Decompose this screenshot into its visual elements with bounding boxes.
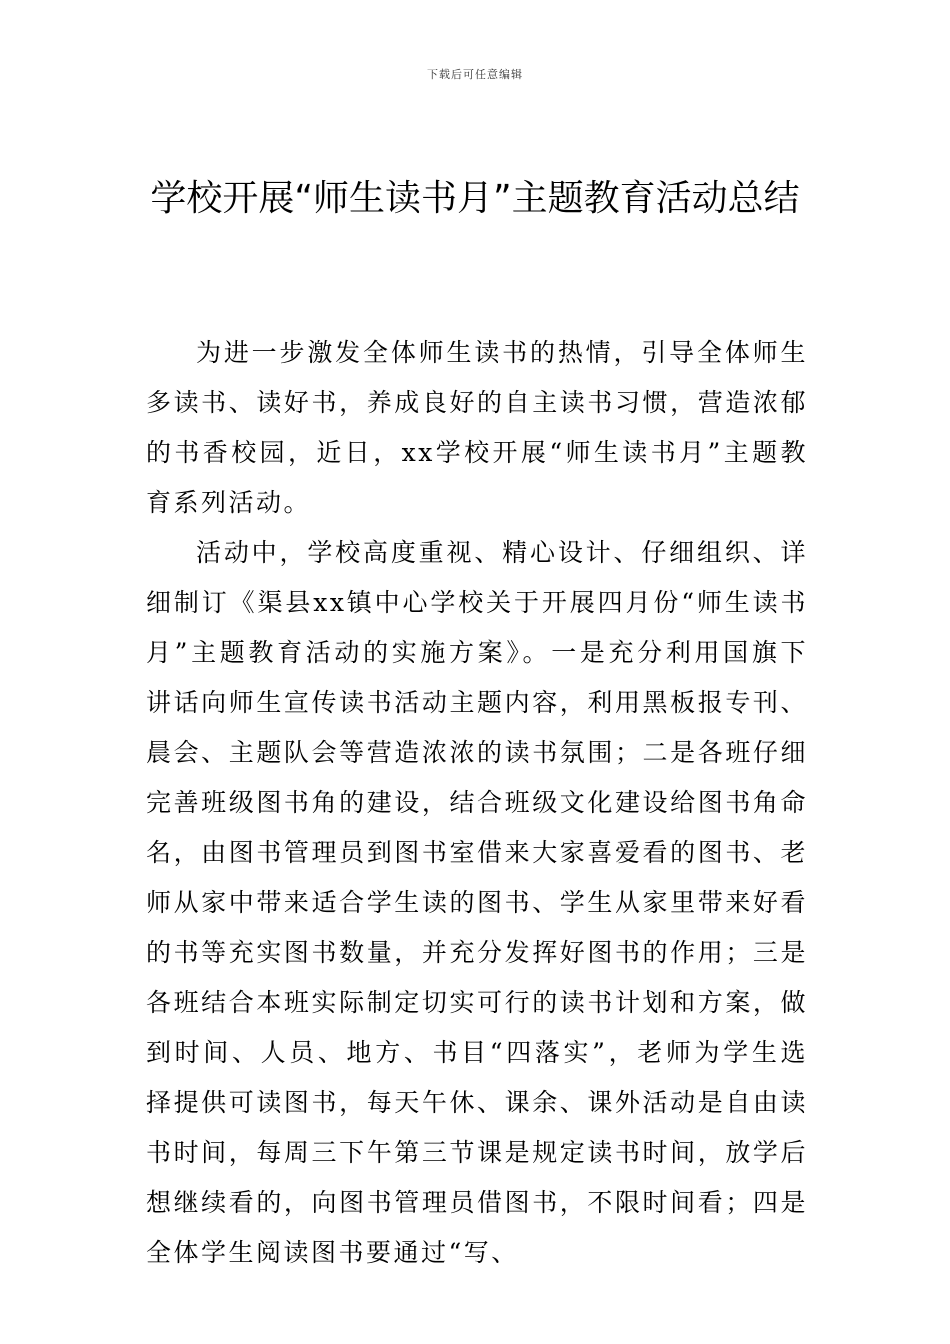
paragraph-activities: 活动中，学校高度重视、精心设计、仔细组织、详细制订《渠县xx镇中心学校关于开展四月份“师生读书月”主题教育活动的实施方案》。一是充分利用国旗下讲话向师生宣传读书活动主题内容，利用黑板报专刊、晨会、主题队会等营造浓浓的读书氛围；二是各班仔细完善班级图书角的建设，结合班级文化建设给图书角命名，由图书管理员到图书室借来大家喜爱看的图书、老师从家中带来适合学生读的图书、学生从家里带来好看的书等充实图书数量，并充分发挥好图书的作用；三是各班结合本班实际制定切实可行的读书计划和方案，做到时间、人员、地方、书目“四落实”，老师为学生选择提供可读图书，每天午休、课余、课外活动是自由读书时间，每周三下午第三节课是规定读书时间，放学后想继续看的，向图书管理员借图书，不限时间看；四是全体学生阅读图书要通过“写、: [146, 538, 808, 1267]
paragraph-intro: 为进一步激发全体师生读书的热情，引导全体师生多读书、读好书，养成良好的自主读书习惯，营造浓郁的书香校园，近日，xx学校开展“师生读书月”主题教育系列活动。: [146, 338, 808, 517]
download-note: 下载后可任意编辑: [427, 68, 523, 81]
document-title: 学校开展“师生读书月”主题教育活动总结: [150, 178, 800, 219]
document-body: [146, 328, 808, 1278]
